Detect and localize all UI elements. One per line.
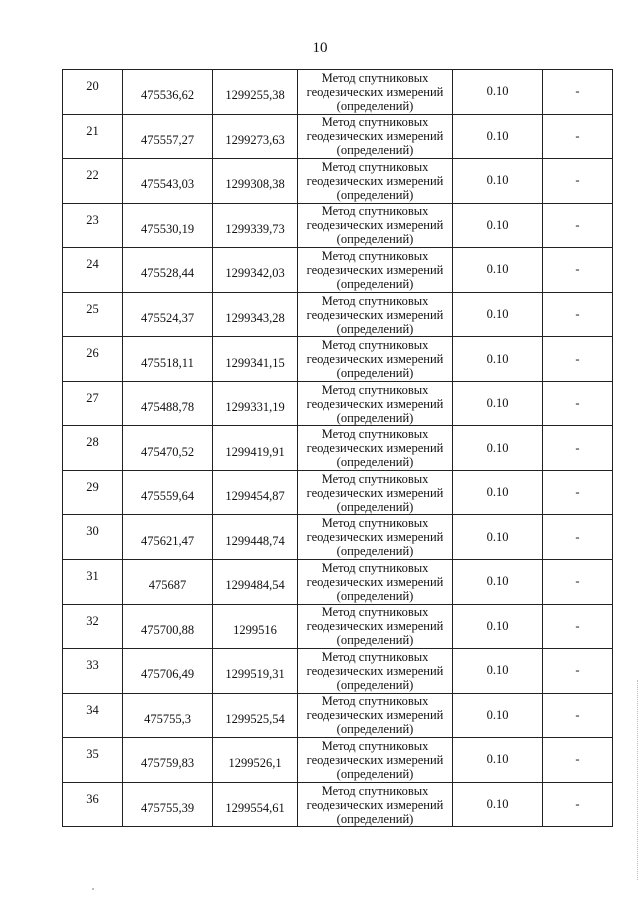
dash-cell: - [543, 470, 613, 515]
x-coordinate-cell: 475755,3 [123, 693, 213, 738]
point-number-cell: 26 [63, 337, 123, 382]
scan-edge-mark [635, 680, 638, 880]
x-coordinate-cell: 475530,19 [123, 203, 213, 248]
x-coordinate-cell: 475524,37 [123, 292, 213, 337]
dash-cell: - [543, 560, 613, 605]
method-line: геодезических измерений [306, 530, 444, 545]
method-line: (определений) [336, 677, 414, 692]
point-number-cell: 31 [63, 560, 123, 605]
method-line: Метод спутниковых [321, 560, 429, 575]
dash-cell: - [543, 782, 613, 827]
accuracy-cell: 0.10 [453, 693, 543, 738]
method-line: Метод спутниковых [321, 159, 429, 174]
table-row [63, 693, 613, 738]
y-coordinate-cell: 1299454,87 [213, 470, 298, 515]
method-line: (определений) [336, 98, 414, 113]
y-coordinate-cell: 1299339,73 [213, 203, 298, 248]
dash-cell: - [543, 114, 613, 159]
method-cell [298, 337, 453, 382]
method-line: (определений) [336, 276, 414, 291]
method-line: Метод спутниковых [321, 382, 429, 397]
method-line: (определений) [336, 232, 414, 247]
method-line: (определений) [336, 766, 414, 781]
table-row [63, 604, 613, 649]
accuracy-cell: 0.10 [453, 381, 543, 426]
method-line: Метод спутниковых [321, 70, 429, 85]
x-coordinate-cell: 475687 [123, 560, 213, 605]
point-number-cell: 22 [63, 159, 123, 204]
method-line: геодезических измерений [306, 262, 444, 277]
x-coordinate-cell: 475621,47 [123, 515, 213, 560]
method-line: геодезических измерений [306, 752, 444, 767]
y-coordinate-cell: 1299343,28 [213, 292, 298, 337]
method-line: (определений) [336, 455, 414, 470]
x-coordinate-cell: 475759,83 [123, 738, 213, 783]
y-coordinate-cell: 1299331,19 [213, 381, 298, 426]
dash-cell: - [543, 693, 613, 738]
y-coordinate-cell: 1299516 [213, 604, 298, 649]
point-number-cell: 27 [63, 381, 123, 426]
point-number-cell: 28 [63, 426, 123, 471]
method-cell [298, 515, 453, 560]
accuracy-cell: 0.10 [453, 782, 543, 827]
accuracy-cell: 0.10 [453, 738, 543, 783]
accuracy-cell: 0.10 [453, 70, 543, 115]
method-cell [298, 70, 453, 115]
coordinates-table-body [63, 70, 613, 827]
y-coordinate-cell: 1299448,74 [213, 515, 298, 560]
x-coordinate-cell: 475700,88 [123, 604, 213, 649]
dash-cell: - [543, 649, 613, 694]
method-line: (определений) [336, 811, 414, 826]
y-coordinate-cell: 1299255,38 [213, 70, 298, 115]
point-number-cell: 25 [63, 292, 123, 337]
table-row [63, 426, 613, 471]
method-line: Метод спутниковых [321, 427, 429, 442]
method-line: геодезических измерений [306, 708, 444, 723]
method-line: Метод спутниковых [321, 783, 429, 798]
point-number-cell: 33 [63, 649, 123, 694]
method-cell [298, 248, 453, 293]
method-line: Метод спутниковых [321, 738, 429, 753]
method-line: геодезических измерений [306, 84, 444, 99]
method-line: (определений) [336, 321, 414, 336]
point-number-cell: 36 [63, 782, 123, 827]
method-line: геодезических измерений [306, 307, 444, 322]
method-cell [298, 114, 453, 159]
accuracy-cell: 0.10 [453, 203, 543, 248]
dash-cell: - [543, 203, 613, 248]
method-line: (определений) [336, 633, 414, 648]
table-row [63, 649, 613, 694]
method-cell [298, 649, 453, 694]
dash-cell: - [543, 337, 613, 382]
point-number-cell: 21 [63, 114, 123, 159]
method-line: геодезических измерений [306, 173, 444, 188]
dash-cell: - [543, 292, 613, 337]
x-coordinate-cell: 475557,27 [123, 114, 213, 159]
accuracy-cell: 0.10 [453, 649, 543, 694]
accuracy-cell: 0.10 [453, 292, 543, 337]
y-coordinate-cell: 1299484,54 [213, 560, 298, 605]
y-coordinate-cell: 1299419,91 [213, 426, 298, 471]
x-coordinate-cell: 475528,44 [123, 248, 213, 293]
accuracy-cell: 0.10 [453, 515, 543, 560]
accuracy-cell: 0.10 [453, 426, 543, 471]
method-line: (определений) [336, 499, 414, 514]
method-line: (определений) [336, 410, 414, 425]
table-row [63, 560, 613, 605]
dash-cell: - [543, 70, 613, 115]
method-line: Метод спутниковых [321, 115, 429, 130]
table-row [63, 114, 613, 159]
y-coordinate-cell: 1299526,1 [213, 738, 298, 783]
x-coordinate-cell: 475559,64 [123, 470, 213, 515]
accuracy-cell: 0.10 [453, 114, 543, 159]
dash-cell: - [543, 248, 613, 293]
method-cell [298, 159, 453, 204]
method-line: геодезических измерений [306, 797, 444, 812]
x-coordinate-cell: 475518,11 [123, 337, 213, 382]
method-line: геодезических измерений [306, 352, 444, 367]
y-coordinate-cell: 1299519,31 [213, 649, 298, 694]
method-line: Метод спутниковых [321, 694, 429, 709]
method-line: Метод спутниковых [321, 471, 429, 486]
accuracy-cell: 0.10 [453, 159, 543, 204]
accuracy-cell: 0.10 [453, 560, 543, 605]
y-coordinate-cell: 1299308,38 [213, 159, 298, 204]
method-cell [298, 203, 453, 248]
y-coordinate-cell: 1299273,63 [213, 114, 298, 159]
point-number-cell: 32 [63, 604, 123, 649]
method-line: (определений) [336, 544, 414, 559]
method-line: (определений) [336, 588, 414, 603]
method-line: геодезических измерений [306, 396, 444, 411]
coordinates-table [62, 69, 613, 827]
accuracy-cell: 0.10 [453, 337, 543, 382]
method-line: Метод спутниковых [321, 204, 429, 219]
method-line: Метод спутниковых [321, 293, 429, 308]
method-cell [298, 604, 453, 649]
point-number-cell: 30 [63, 515, 123, 560]
x-coordinate-cell: 475488,78 [123, 381, 213, 426]
method-line: геодезических измерений [306, 574, 444, 589]
table-row [63, 159, 613, 204]
x-coordinate-cell: 475536,62 [123, 70, 213, 115]
point-number-cell: 23 [63, 203, 123, 248]
method-line: геодезических измерений [306, 485, 444, 500]
accuracy-cell: 0.10 [453, 248, 543, 293]
method-line: (определений) [336, 143, 414, 158]
method-line: Метод спутниковых [321, 516, 429, 531]
method-cell [298, 381, 453, 426]
x-coordinate-cell: 475543,03 [123, 159, 213, 204]
table-row [63, 738, 613, 783]
method-cell [298, 782, 453, 827]
table-row [63, 70, 613, 115]
table-row [63, 203, 613, 248]
x-coordinate-cell: 475755,39 [123, 782, 213, 827]
method-line: Метод спутниковых [321, 248, 429, 263]
scan-dot-mark [92, 888, 94, 890]
point-number-cell: 24 [63, 248, 123, 293]
accuracy-cell: 0.10 [453, 470, 543, 515]
method-line: Метод спутниковых [321, 649, 429, 664]
method-line: геодезических измерений [306, 441, 444, 456]
x-coordinate-cell: 475706,49 [123, 649, 213, 694]
method-cell [298, 292, 453, 337]
point-number-cell: 20 [63, 70, 123, 115]
method-line: (определений) [336, 722, 414, 737]
method-line: (определений) [336, 187, 414, 202]
table-row [63, 292, 613, 337]
method-line: Метод спутниковых [321, 338, 429, 353]
dash-cell: - [543, 381, 613, 426]
method-line: геодезических измерений [306, 129, 444, 144]
table-row [63, 515, 613, 560]
dash-cell: - [543, 426, 613, 471]
y-coordinate-cell: 1299342,03 [213, 248, 298, 293]
y-coordinate-cell: 1299554,61 [213, 782, 298, 827]
dash-cell: - [543, 738, 613, 783]
method-cell [298, 470, 453, 515]
point-number-cell: 29 [63, 470, 123, 515]
table-row [63, 248, 613, 293]
page-number: 10 [312, 40, 328, 56]
method-cell [298, 426, 453, 471]
method-cell [298, 738, 453, 783]
dash-cell: - [543, 515, 613, 560]
y-coordinate-cell: 1299525,54 [213, 693, 298, 738]
dash-cell: - [543, 604, 613, 649]
method-line: геодезических измерений [306, 619, 444, 634]
method-cell [298, 560, 453, 605]
accuracy-cell: 0.10 [453, 604, 543, 649]
table-row [63, 337, 613, 382]
point-number-cell: 34 [63, 693, 123, 738]
method-cell [298, 693, 453, 738]
method-line: геодезических измерений [306, 218, 444, 233]
x-coordinate-cell: 475470,52 [123, 426, 213, 471]
method-line: геодезических измерений [306, 663, 444, 678]
table-row [63, 470, 613, 515]
point-number-cell: 35 [63, 738, 123, 783]
table-row [63, 782, 613, 827]
method-line: Метод спутниковых [321, 605, 429, 620]
y-coordinate-cell: 1299341,15 [213, 337, 298, 382]
dash-cell: - [543, 159, 613, 204]
table-row [63, 381, 613, 426]
method-line: (определений) [336, 366, 414, 381]
